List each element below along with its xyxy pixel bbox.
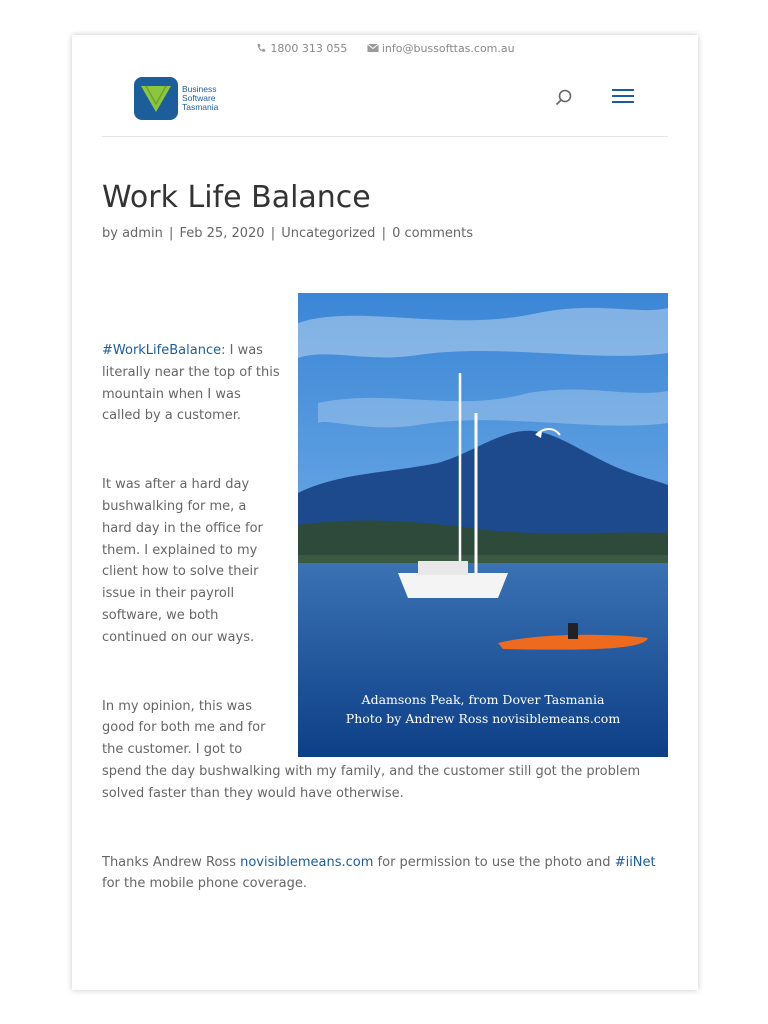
email-contact[interactable] [367,42,515,55]
photo-caption-line-2: Photo by Andrew Ross novisiblemeans.com [345,711,621,726]
top-contact-bar [72,41,698,57]
logo-line-3: Tasmania [182,102,219,112]
paragraph-4-text-a: Thanks Andrew Ross [102,854,241,870]
page-container [72,35,698,990]
photo-caption-line-1: Adamsons Peak, from Dover Tasmania [361,692,605,707]
paragraph-4 [102,852,668,896]
paragraph-4-text-c: for the mobile phone coverage. [102,876,307,892]
meta-separator: | [381,226,386,241]
worklifebalance-hashtag-link[interactable]: #WorkLifeBalance [102,343,222,358]
post-content [102,293,668,942]
site-header [102,72,668,137]
photo-scene [298,293,668,757]
comments-link[interactable]: 0 comments [392,226,474,241]
envelope-icon [367,43,379,53]
post-meta [102,226,473,241]
novisiblemeans-link[interactable]: novisiblemeans.com [240,854,374,870]
hamburger-menu-icon[interactable] [612,89,634,107]
paragraph-1-text: : I was literally near the top of this mountain when I was called by a customer. [102,343,280,424]
logo-mark-icon [134,77,178,120]
logo-line-1: Business [182,84,217,94]
logo-line-2: Software [182,93,216,103]
meta-by: by [102,226,118,241]
paragraph-2: It was after a hard day bushwalking for me, a hard day in the office for them. I explained to my client how to solve their issue in their payroll software, we both continued on our ways. [102,477,263,645]
phone-contact[interactable] [255,42,347,55]
author-link[interactable]: admin [122,226,163,241]
iinet-hashtag-link[interactable]: #iiNet [614,854,656,870]
paragraph-4-text-b: for permission to use the photo and [373,854,615,870]
mountain-photo [298,293,668,757]
phone-number: 1800 313 055 [270,41,348,55]
meta-separator: | [168,226,174,241]
category-link[interactable]: Uncategorized [281,226,376,241]
meta-separator: | [270,226,276,241]
page-title: Work Life Balance [102,180,371,215]
logo-text [182,85,218,112]
post-date: Feb 25, 2020 [179,226,265,241]
search-icon[interactable] [554,88,574,108]
email-address: info@bussofttas.com.au [381,41,515,55]
phone-icon [255,43,267,53]
site-logo[interactable] [134,77,218,120]
paragraph-3: In my opinion, this was good for both me and for the customer. I got to spend the day bushwalking with my family, and the customer still got the problem solved faster than they would have otherwise. [102,698,641,801]
